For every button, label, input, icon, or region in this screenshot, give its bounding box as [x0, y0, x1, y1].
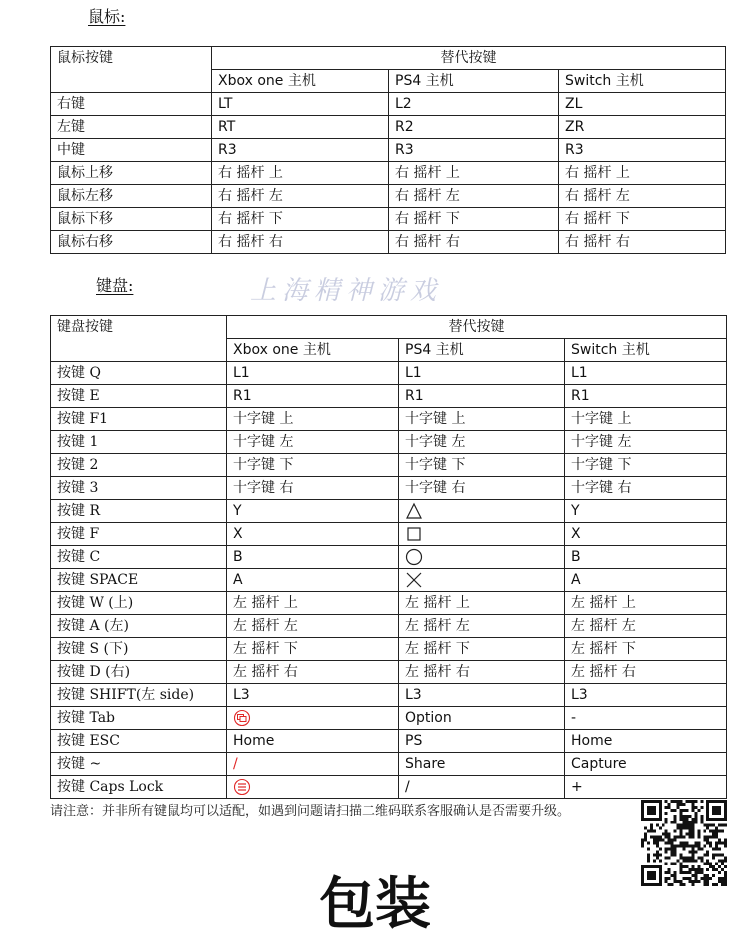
mapping-cell [565, 431, 727, 454]
mapping-cell: ZR [559, 116, 726, 139]
platform-ps4: PS4 主机 [389, 70, 559, 93]
mapping-cell [227, 730, 399, 753]
cell-text: 按键 2 [57, 457, 99, 473]
mouse-key-cell: 鼠标下移 [51, 208, 212, 231]
cell-text: X [233, 526, 243, 542]
cell-text: A [233, 572, 243, 588]
mapping-cell [565, 385, 727, 408]
cell-text: 按键 S (下) [57, 641, 129, 657]
mapping-cell [565, 730, 727, 753]
mapping-cell: R2 [389, 116, 559, 139]
keyboard-key-cell [51, 362, 227, 385]
cell-text: 十字键 上 [571, 411, 632, 427]
mapping-cell [399, 592, 565, 615]
mouse-key-cell: 左键 [51, 116, 212, 139]
mapping-cell: R3 [559, 139, 726, 162]
cell-text: 十字键 右 [233, 480, 294, 496]
table-row [51, 500, 727, 523]
table-row [51, 523, 727, 546]
table-row [51, 753, 727, 776]
cell-text: 左 摇杆 右 [233, 664, 298, 680]
keyboard-key-header: 键盘按键 [51, 316, 227, 362]
mouse-key-cell: 鼠标左移 [51, 185, 212, 208]
mapping-cell [565, 454, 727, 477]
mapping-cell [399, 362, 565, 385]
cell-text: 按键 ESC [57, 733, 120, 749]
keyboard-key-cell [51, 684, 227, 707]
cell-text: 按键 F [57, 526, 100, 542]
mapping-cell: 右 摇杆 上 [212, 162, 389, 185]
mapping-cell [227, 431, 399, 454]
table-row [51, 661, 727, 684]
mapping-cell: 右 摇杆 下 [559, 208, 726, 231]
cell-text: Capture [571, 756, 627, 772]
keyboard-key-cell [51, 615, 227, 638]
mapping-cell [399, 661, 565, 684]
mapping-cell [565, 592, 727, 615]
mapping-cell [565, 408, 727, 431]
cell-text: 十字键 上 [405, 411, 466, 427]
keyboard-key-cell [51, 500, 227, 523]
mapping-cell: 右 摇杆 下 [389, 208, 559, 231]
keyboard-key-cell [51, 776, 227, 799]
mapping-cell [227, 569, 399, 592]
keyboard-key-cell [51, 546, 227, 569]
mapping-cell: 右 摇杆 上 [559, 162, 726, 185]
mouse-mapping-table [50, 46, 726, 254]
compatibility-note: 请注意：并非所有键鼠均可以适配，如遇到问题请扫描二维码联系客服确认是否需要升级。 [50, 804, 571, 819]
cell-text: Y [571, 503, 580, 519]
mapping-cell [227, 753, 399, 776]
square-icon [405, 525, 423, 543]
platform-xbox: Xbox one 主机 [227, 339, 399, 362]
cell-text: R1 [405, 388, 424, 404]
cell-text: R1 [571, 388, 590, 404]
cell-text: Home [233, 733, 275, 749]
table-row [51, 546, 727, 569]
cell-text: A [571, 572, 581, 588]
mapping-cell: LT [212, 93, 389, 116]
table-header-row [51, 47, 726, 70]
cell-text: L1 [233, 365, 250, 381]
cell-text: L3 [571, 687, 588, 703]
keyboard-key-cell [51, 523, 227, 546]
mapping-cell [227, 500, 399, 523]
mapping-cell [399, 776, 565, 799]
keyboard-key-cell [51, 385, 227, 408]
table-row [51, 116, 726, 139]
mapping-cell [565, 362, 727, 385]
mapping-cell [227, 362, 399, 385]
mapping-cell [227, 707, 399, 730]
mapping-cell: 右 摇杆 右 [559, 231, 726, 254]
cell-text: 按键 R [57, 503, 100, 519]
table-row [51, 615, 727, 638]
table-row [51, 208, 726, 231]
keyboard-key-cell [51, 661, 227, 684]
mouse-section-title: 鼠标: [88, 7, 126, 26]
mapping-cell [399, 753, 565, 776]
mapping-cell: 右 摇杆 右 [389, 231, 559, 254]
table-row [51, 431, 727, 454]
mapping-cell: 右 摇杆 下 [212, 208, 389, 231]
mapping-cell [399, 431, 565, 454]
mapping-cell [565, 546, 727, 569]
platform-xbox: Xbox one 主机 [212, 70, 389, 93]
cell-text: 十字键 右 [571, 480, 632, 496]
mapping-cell [399, 477, 565, 500]
keyboard-mapping-table [50, 315, 727, 799]
cell-text: 按键 A (左) [57, 618, 129, 634]
cell-text: 左 摇杆 上 [233, 595, 298, 611]
cell-text: + [571, 779, 583, 795]
mapping-cell [227, 615, 399, 638]
mapping-cell: 右 摇杆 右 [212, 231, 389, 254]
cross-icon [405, 571, 423, 589]
mapping-cell [227, 776, 399, 799]
keyboard-key-cell [51, 730, 227, 753]
cell-text: 按键 SPACE [57, 572, 139, 588]
table-row [51, 362, 727, 385]
cell-text: 按键 F1 [57, 411, 109, 427]
cell-text: 左 摇杆 右 [571, 664, 636, 680]
table-row [51, 776, 727, 799]
cell-text: L3 [233, 687, 250, 703]
cell-text: 左 摇杆 左 [233, 618, 298, 634]
keyboard-key-cell [51, 707, 227, 730]
table-row [51, 684, 727, 707]
table-row [51, 730, 727, 753]
cell-text: / [233, 756, 238, 772]
cell-text: L3 [405, 687, 422, 703]
table-header-row [51, 316, 727, 339]
table-row [51, 231, 726, 254]
mapping-cell: 右 摇杆 左 [559, 185, 726, 208]
cell-text: 左 摇杆 下 [233, 641, 298, 657]
cell-text: 按键 Q [57, 365, 101, 381]
cell-text: 按键 3 [57, 480, 99, 496]
mapping-cell [227, 638, 399, 661]
cell-text: 左 摇杆 左 [571, 618, 636, 634]
cell-text: 十字键 上 [233, 411, 294, 427]
cell-text: 按键 E [57, 388, 100, 404]
mapping-cell [565, 477, 727, 500]
table-row [51, 162, 726, 185]
mapping-cell [227, 385, 399, 408]
table-row [51, 592, 727, 615]
mapping-cell [399, 523, 565, 546]
mapping-cell [227, 661, 399, 684]
table-row [51, 707, 727, 730]
cell-text: 按键 1 [57, 434, 99, 450]
mapping-cell: 右 摇杆 上 [389, 162, 559, 185]
table-row [51, 638, 727, 661]
cell-text: 左 摇杆 左 [405, 618, 470, 634]
mapping-cell [399, 385, 565, 408]
keyboard-key-cell [51, 753, 227, 776]
platform-switch: Switch 主机 [559, 70, 726, 93]
keyboard-key-cell [51, 431, 227, 454]
mapping-cell [399, 408, 565, 431]
mapping-cell [565, 707, 727, 730]
platform-switch: Switch 主机 [565, 339, 727, 362]
keyboard-alt-header: 替代按键 [227, 316, 727, 339]
mapping-cell [227, 523, 399, 546]
cell-text: B [233, 549, 243, 565]
table-row [51, 139, 726, 162]
cell-text: 按键 W (上) [57, 595, 134, 611]
cell-text: 十字键 下 [233, 457, 294, 473]
mouse-key-cell: 鼠标上移 [51, 162, 212, 185]
mapping-cell [227, 477, 399, 500]
triangle-icon [405, 502, 423, 520]
mapping-cell [227, 592, 399, 615]
mapping-cell [565, 684, 727, 707]
cell-text: 十字键 左 [571, 434, 632, 450]
cell-text: 十字键 左 [405, 434, 466, 450]
keyboard-section-title: 键盘: [96, 276, 134, 295]
cell-text: 按键 Tab [57, 710, 116, 726]
mouse-key-header: 鼠标按键 [51, 47, 212, 93]
cell-text: B [571, 549, 581, 565]
mapping-cell [227, 408, 399, 431]
table-row [51, 385, 727, 408]
cell-text: X [571, 526, 581, 542]
watermark: 上海精神游戏 [250, 276, 443, 306]
table-row [51, 454, 727, 477]
mapping-cell [399, 569, 565, 592]
cell-text: - [571, 710, 577, 726]
cell-text: 左 摇杆 上 [571, 595, 636, 611]
cell-text: 左 摇杆 下 [571, 641, 636, 657]
xbox-menu-icon [233, 778, 251, 796]
cell-text: Option [405, 710, 452, 726]
mapping-cell [227, 546, 399, 569]
xbox-view-icon [233, 709, 251, 727]
cell-text: PS [405, 733, 423, 749]
mapping-cell [399, 730, 565, 753]
mouse-key-cell: 鼠标右移 [51, 231, 212, 254]
cell-text: 按键 ~ [57, 756, 102, 772]
mapping-cell [399, 707, 565, 730]
cell-text: 左 摇杆 右 [405, 664, 470, 680]
mapping-cell [565, 638, 727, 661]
platform-ps4: PS4 主机 [399, 339, 565, 362]
cell-text: L1 [571, 365, 588, 381]
mapping-cell [227, 454, 399, 477]
mapping-cell [565, 523, 727, 546]
mapping-cell [399, 684, 565, 707]
table-row [51, 185, 726, 208]
cell-text: 十字键 右 [405, 480, 466, 496]
mapping-cell [565, 569, 727, 592]
packaging-title: 包装 [319, 872, 431, 937]
mapping-cell: ZL [559, 93, 726, 116]
table-row [51, 93, 726, 116]
mapping-cell [399, 638, 565, 661]
mapping-cell [399, 546, 565, 569]
mouse-alt-header: 替代按键 [212, 47, 726, 70]
keyboard-key-cell [51, 592, 227, 615]
mapping-cell: RT [212, 116, 389, 139]
mapping-cell [399, 615, 565, 638]
mouse-key-cell: 右键 [51, 93, 212, 116]
table-row [51, 569, 727, 592]
cell-text: 按键 C [57, 549, 101, 565]
table-row [51, 477, 727, 500]
mapping-cell [399, 500, 565, 523]
mapping-cell [227, 684, 399, 707]
cell-text: 左 摇杆 上 [405, 595, 470, 611]
mapping-cell [565, 661, 727, 684]
mapping-cell [565, 500, 727, 523]
cell-text: R1 [233, 388, 252, 404]
mapping-cell: L2 [389, 93, 559, 116]
keyboard-key-cell [51, 569, 227, 592]
cell-text: L1 [405, 365, 422, 381]
table-row [51, 408, 727, 431]
cell-text: 按键 Caps Lock [57, 779, 164, 795]
cell-text: 十字键 左 [233, 434, 294, 450]
keyboard-key-cell [51, 454, 227, 477]
keyboard-key-cell [51, 477, 227, 500]
cell-text: 十字键 下 [405, 457, 466, 473]
mapping-cell: 右 摇杆 左 [212, 185, 389, 208]
mapping-cell [565, 615, 727, 638]
cell-text: 十字键 下 [571, 457, 632, 473]
mapping-cell: 右 摇杆 左 [389, 185, 559, 208]
mapping-cell [399, 454, 565, 477]
mapping-cell: R3 [389, 139, 559, 162]
circle-icon [405, 548, 423, 566]
cell-text: / [405, 779, 410, 795]
cell-text: 按键 SHIFT(左 side) [57, 687, 195, 703]
cell-text: Home [571, 733, 613, 749]
cell-text: 按键 D (右) [57, 664, 131, 680]
mapping-cell: R3 [212, 139, 389, 162]
cell-text: 左 摇杆 下 [405, 641, 470, 657]
mapping-cell [565, 776, 727, 799]
mapping-cell [565, 753, 727, 776]
keyboard-key-cell [51, 408, 227, 431]
mouse-key-cell: 中键 [51, 139, 212, 162]
keyboard-key-cell [51, 638, 227, 661]
cell-text: Share [405, 756, 446, 772]
cell-text: Y [233, 503, 242, 519]
